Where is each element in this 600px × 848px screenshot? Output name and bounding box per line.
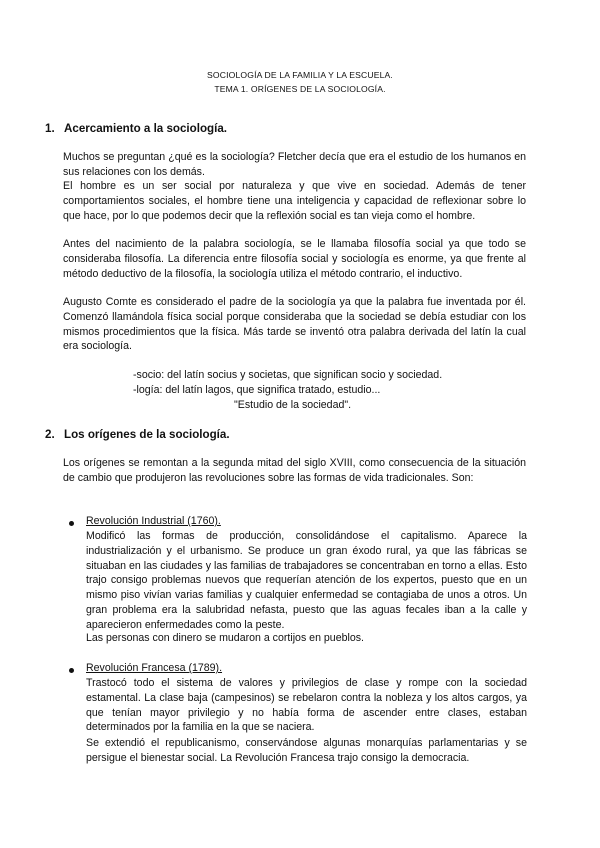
paragraph: Los orígenes se remontan a la segunda mitad del siglo XVIII, como consecuencia de la situación de cambio que produjeron las revoluciones sobre las formas de vida tradicionales. Son: [63, 457, 526, 484]
bullet-text: Trastocó todo el sistema de valores y privilegios de clase y rompe con la sociedad estamental. La clase baja (campesinos) se rebelaron contra la nobleza y los altos cargos, ya que tenían mayor privilegio y no había forma de ascender entre clases, estaban determinados por la familia en la que se naciera. [86, 677, 527, 734]
section-2-title: Los orígenes de la sociología. [64, 428, 230, 441]
paragraph: El hombre es un ser social por naturaleza y que vive en sociedad. Además de tener comportamientos sociales, el hombre tiene una inteligencia y capacidad de reflexionar sobre lo que hace, por lo que podemos decir que la reflexión social es tan vieja como el hombre. [63, 180, 526, 222]
bullet-text: Las personas con dinero se mudaron a cortijos en pueblos. [86, 632, 364, 644]
bullet-icon [69, 521, 74, 526]
section-1-title: Acercamiento a la sociología. [64, 122, 228, 135]
etymology-definition: "Estudio de la sociedad". [234, 399, 352, 411]
section-1-number: 1. [45, 122, 55, 135]
header-topic-title: TEMA 1. ORÍGENES DE LA SOCIOLOGÍA. [214, 84, 386, 94]
etymology-line: -socio: del latín socius y societas, que significan socio y sociedad. [133, 369, 443, 381]
section-2-heading [45, 428, 230, 441]
bullet-title: Revolución Francesa (1789). [86, 662, 223, 674]
paragraph: Antes del nacimiento de la palabra sociología, se le llamaba filosofía social ya que todo se consideraba filosofía. La diferencia entre filosofía social y sociología es enorme, ya que frente al método deductivo de la filosofía, la sociología utiliza el método contrario, el inductivo. [63, 238, 526, 280]
header-course-title: SOCIOLOGÍA DE LA FAMILIA Y LA ESCUELA. [207, 70, 393, 80]
bullet-text: Se extendió el republicanismo, conservándose algunas monarquías parlamentarias y se persigue el bienestar social. La Revolución Francesa trajo consigo la democracia. [86, 737, 527, 764]
bullet-text: Modificó las formas de producción, consolidándose el capitalismo. Aparece la industrialización y el urbanismo. Se produce un gran éxodo rural, ya que las fábricas se situaban en las ciudades y las familias de trabajadores se concentraban en torno a ellas. Esto trajo consigo problemas nuevos que requerían atención de los expertos, puesto que en un mismo piso vivían varias familias y cualquier enfermedad se contagiaba de unos a otros. Un gran problema era la salubridad nefasta, puesto que las aguas fecales iban a la calle y aparecieron enfermedades como la peste. [86, 530, 527, 631]
etymology-line: -logía: del latín lagos, que significa tratado, estudio... [133, 384, 381, 396]
section-2-number: 2. [45, 428, 55, 441]
paragraph: Muchos se preguntan ¿qué es la sociología? Fletcher decía que era el estudio de los humanos en sus relaciones con los demás. [63, 151, 526, 178]
bullet-icon [69, 668, 74, 673]
section-1-heading [45, 122, 227, 135]
paragraph: Augusto Comte es considerado el padre de la sociología ya que la palabra fue inventada por él. Comenzó llamándola física social porque consideraba que la sociedad se debía estudiar con los mismos procedimientos que la física. Más tarde se inventó otra palabra derivada del latín la cual era sociología. [63, 296, 526, 353]
bullet-title: Revolución Industrial (1760). [86, 515, 221, 527]
